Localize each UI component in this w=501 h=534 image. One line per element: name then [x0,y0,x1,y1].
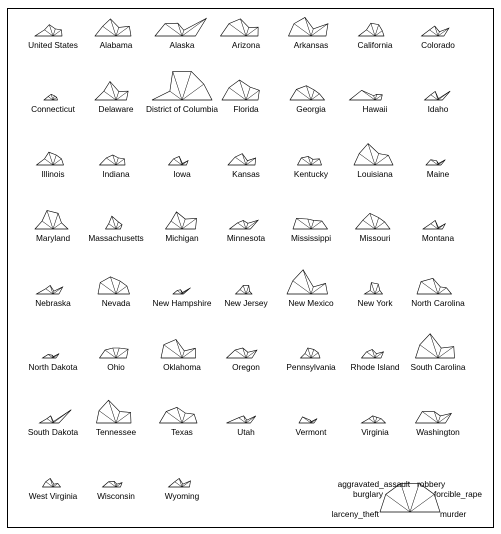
state-label: United States [28,40,78,50]
star-vermont [296,417,328,437]
star-delaware [95,81,134,114]
star-mississippi [291,218,331,243]
star-outline [43,354,60,358]
spoke-robbery [182,71,191,100]
spoke-forcible_rape [375,155,388,165]
star-outline [169,156,189,165]
star-iowa [169,156,192,179]
spoke-burglary [171,221,182,229]
state-label: Texas [171,427,193,437]
star-tennessee [96,400,137,437]
state-label: Kentucky [293,169,329,179]
star-outline [44,94,58,100]
star-alabama [95,19,133,50]
spoke-burglary [229,88,246,100]
star-outline [227,348,257,358]
spoke-burglary [296,89,311,100]
spoke-burglary [235,350,246,358]
star-united-states [28,25,78,50]
spoke-burglary [420,345,438,358]
state-label: Oregon [232,362,260,372]
state-label: Hawaii [362,104,388,114]
star-new-hampshire [152,288,211,308]
stars-layer [28,17,466,501]
state-label: Nebraska [35,298,71,308]
star-colorado [421,26,455,50]
spoke-forcible_rape [53,287,63,294]
spoke-forcible_rape [311,24,328,36]
spoke-forcible_rape [182,18,206,36]
star-west-virginia [29,478,78,501]
spoke-burglary [367,30,375,36]
star-outline [97,400,132,423]
spoke-burglary [238,223,246,229]
key-spoke-burglary [386,494,410,512]
spoke-burglary [164,345,182,358]
spoke-burglary [421,282,438,294]
spoke-robbery [246,87,250,100]
star-rhode-island [351,349,400,372]
star-outline [423,220,445,229]
spoke-forcible_rape [438,288,446,294]
spoke-aggravated_assault [49,152,53,165]
star-utah [227,416,256,437]
star-california [357,23,392,50]
spoke-burglary [294,24,311,36]
spoke-burglary [235,157,246,165]
spoke-aggravated_assault [433,278,438,294]
state-label: Mississippi [290,233,332,243]
star-michigan [165,212,199,243]
state-label: South Dakota [27,427,79,437]
spoke-forcible_rape [311,221,322,229]
plot-border [8,9,494,528]
spoke-forcible_rape [182,414,194,423]
spoke-burglary [359,154,375,165]
star-outline [35,210,68,229]
spoke-burglary [422,412,438,423]
state-label: New Hampshire [152,298,212,308]
star-minnesota [227,220,266,243]
star-new-jersey [224,285,268,308]
state-label: California [357,40,393,50]
star-outline [155,18,206,36]
spoke-robbery [116,348,119,358]
spoke-robbery [182,219,185,229]
spoke-burglary [430,30,438,36]
spoke-forcible_rape [375,222,385,229]
spoke-burglary [100,283,116,294]
state-label: Alaska [169,40,195,50]
star-connecticut [31,94,76,114]
star-texas [160,407,198,437]
star-maryland [35,210,70,243]
spoke-forcible_rape [53,159,61,165]
star-louisiana [354,144,393,179]
state-label: Wyoming [164,491,200,501]
spoke-aggravated_assault [435,26,438,36]
star-north-dakota [29,354,78,372]
key-label-robbery: robbery [417,479,446,489]
star-missouri [356,213,391,243]
key-star [331,479,482,519]
spoke-burglary [45,159,53,165]
spoke-robbery [116,412,120,423]
state-label: Massachusetts [88,233,144,243]
spoke-forcible_rape [246,220,258,229]
star-new-mexico [287,270,334,308]
spoke-forcible_rape [116,286,127,294]
state-label: South Carolina [410,362,466,372]
state-label: Virginia [361,427,389,437]
spoke-robbery [375,218,379,229]
star-pennsylvania [286,348,336,372]
star-outline [98,277,130,294]
spoke-burglary [105,350,116,358]
key-label-murder: murder [440,509,467,519]
star-outline [228,154,256,165]
spoke-robbery [375,284,378,294]
spoke-burglary [106,158,116,165]
state-label: Montana [421,233,455,243]
state-label: Georgia [296,104,326,114]
spoke-forcible_rape [311,283,326,294]
spoke-forcible_rape [53,30,61,36]
state-label: New Mexico [288,298,334,308]
star-massachusetts [88,216,143,243]
spoke-aggravated_assault [176,339,182,358]
spoke-aggravated_assault [308,219,311,229]
spoke-aggravated_assault [49,25,53,36]
state-label: Michigan [165,233,199,243]
state-label: Illinois [41,169,65,179]
spoke-aggravated_assault [303,270,311,294]
spoke-robbery [182,413,185,423]
spoke-forcible_rape [246,27,258,36]
state-label: Minnesota [226,233,266,243]
star-outline [301,348,321,358]
star-nebraska [35,285,71,308]
star-new-york [357,283,393,308]
star-idaho [425,91,451,114]
spoke-robbery [311,90,314,100]
spoke-burglary [301,158,311,165]
spoke-forcible_rape [116,159,124,165]
star-maine [426,160,450,179]
state-label: Maryland [35,233,71,243]
spoke-aggravated_assault [173,71,182,100]
spoke-aggravated_assault [240,80,246,100]
star-outline [417,278,452,294]
state-label: Arkansas [293,40,329,50]
spoke-aggravated_assault [178,23,182,36]
spoke-aggravated_assault [305,17,311,36]
state-label: Iowa [173,169,191,179]
spoke-forcible_rape [246,416,256,423]
state-label: Vermont [295,427,327,437]
spoke-aggravated_assault [110,277,116,294]
state-label: Delaware [98,104,134,114]
spoke-burglary [103,26,116,36]
spoke-burglary [367,352,375,358]
state-label: Washington [416,427,460,437]
state-label: Kansas [232,169,260,179]
star-outline [160,407,198,423]
spoke-forcible_rape [438,28,449,36]
spoke-forcible_rape [311,159,319,165]
state-label: Wisconsin [97,491,135,501]
spoke-aggravated_assault [430,334,438,358]
spoke-forcible_rape [182,84,204,100]
state-label: Rhode Island [350,362,400,372]
state-label: Idaho [427,104,449,114]
star-ohio [100,348,129,372]
star-hawaii [350,90,388,114]
star-illinois [37,152,65,179]
spoke-aggravated_assault [177,407,182,423]
spoke-aggravated_assault [113,348,116,358]
spoke-burglary [104,91,116,100]
spoke-robbery [375,25,379,36]
star-outline [299,417,317,423]
state-label: Florida [233,104,259,114]
star-nevada [98,277,131,308]
key-spoke-forcible_rape [410,494,434,512]
spoke-forcible_rape [246,158,256,165]
spoke-forcible_rape [116,349,128,358]
star-washington [416,412,461,437]
star-outline [100,155,126,165]
spoke-aggravated_assault [110,81,116,100]
star-montana [422,220,455,243]
state-label: North Dakota [28,362,78,372]
spoke-burglary [45,30,53,36]
spoke-robbery [375,154,379,165]
spoke-burglary [296,218,311,229]
spoke-robbery [53,213,58,229]
spoke-robbery [53,155,56,165]
state-label: Maine [426,169,450,179]
spoke-forcible_rape [311,94,319,100]
state-label: Ohio [107,362,125,372]
state-label: Alabama [99,40,133,50]
state-label: Oklahoma [163,362,201,372]
spoke-burglary [99,411,116,423]
star-indiana [100,155,130,179]
key-label-burglary: burglary [353,489,383,499]
state-label: North Carolina [411,298,465,308]
spoke-burglary [170,91,182,100]
state-label: Colorado [421,40,455,50]
state-label: Tennessee [95,427,137,437]
spoke-forcible_rape [246,90,259,100]
spoke-aggravated_assault [434,412,438,423]
star-outline [426,160,445,165]
star-kentucky [294,156,329,179]
state-label: Connecticut [31,104,75,114]
star-florida [222,80,259,114]
star-outline [365,283,383,294]
star-arizona [221,19,261,50]
spoke-forcible_rape [116,26,129,36]
star-arkansas [289,17,329,50]
star-south-dakota [28,410,79,437]
state-label: Utah [237,427,255,437]
spoke-robbery [116,281,120,294]
spoke-aggravated_assault [308,348,311,358]
spoke-burglary [166,412,182,423]
key-label-forcible_rape: forcible_rape [434,489,482,499]
state-label: Nevada [101,298,131,308]
star-outline [95,81,128,100]
star-outline [152,71,212,100]
star-alaska [155,18,206,50]
star-georgia [290,86,326,114]
star-oregon [227,348,261,372]
spoke-aggravated_assault [371,283,375,294]
star-north-carolina [411,278,465,308]
spoke-burglary [42,221,53,229]
state-label: New York [357,298,393,308]
star-outline [356,213,391,229]
spoke-aggravated_assault [242,154,246,165]
state-label: Missouri [359,233,391,243]
state-label: Indiana [102,169,130,179]
spoke-burglary [229,24,246,36]
state-label: West Virginia [28,491,78,501]
state-label: Arizona [231,40,261,50]
star-virginia [361,416,389,437]
state-label: New Jersey [224,298,268,308]
spoke-forcible_rape [53,223,61,229]
spoke-burglary [293,281,311,294]
spoke-burglary [363,220,375,229]
star-kansas [228,154,260,179]
star-outline [35,25,62,36]
spoke-aggravated_assault [371,23,375,36]
state-label: Louisiana [357,169,393,179]
state-label: Pennsylvania [286,362,336,372]
star-oklahoma [161,339,201,372]
spoke-forcible_rape [438,347,454,358]
star-wisconsin [97,481,135,501]
star-wyoming [165,478,200,501]
key-label-aggravated_assault: aggravated_assault [337,479,410,489]
spoke-aggravated_assault [47,210,53,229]
spoke-robbery [438,348,441,358]
spoke-forcible_rape [116,91,128,100]
key-label-larceny_theft: larceny_theft [331,509,379,519]
star-district-of-columbia [146,71,218,114]
star-south-carolina [411,334,466,372]
state-label: District of Columbia [146,104,218,114]
spoke-forcible_rape [182,218,197,229]
spoke-forcible_rape [116,412,131,423]
star-outline [221,19,259,36]
